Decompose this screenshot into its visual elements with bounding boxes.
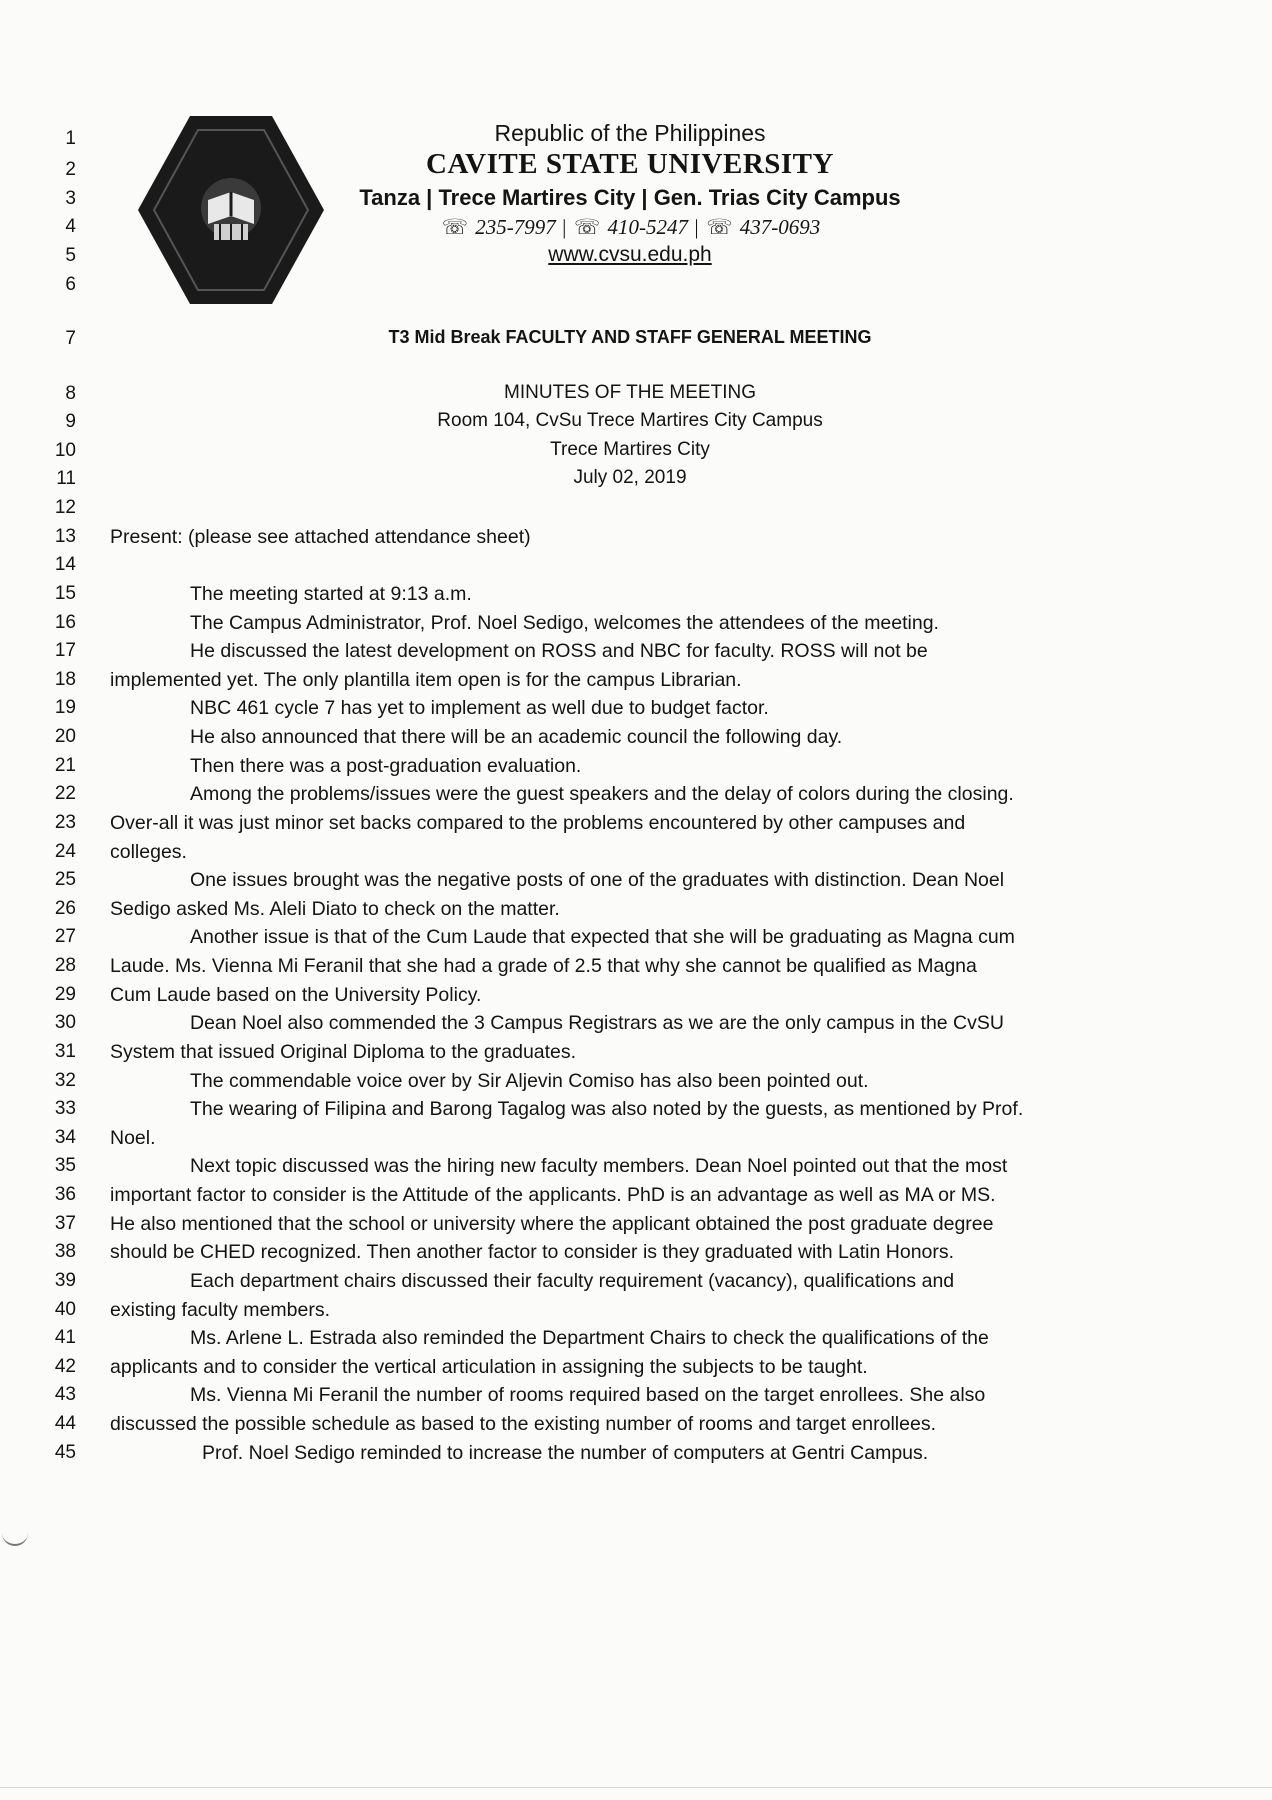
minutes-subtitle: MINUTES OF THE MEETING [504, 382, 756, 403]
line-number: 2 [65, 159, 76, 180]
body-line: implemented yet. The only plantilla item open is for the campus Librarian. [110, 669, 742, 691]
line-number: 45 [54, 1442, 76, 1463]
line-number: 36 [54, 1184, 76, 1205]
line-number: 12 [54, 497, 76, 518]
body-line: The meeting started at 9:13 a.m. [190, 583, 472, 605]
line-number: 42 [54, 1356, 76, 1377]
body-line: Dean Noel also commended the 3 Campus Registrars as we are the only campus in the CvSU [190, 1012, 1004, 1034]
phone-separator: | [560, 215, 567, 239]
line-number: 7 [65, 328, 76, 349]
body-line: Noel. [110, 1127, 156, 1149]
header-university: CAVITE STATE UNIVERSITY [426, 148, 834, 180]
line-number: 10 [54, 440, 76, 461]
line-number: 21 [54, 755, 76, 776]
line-number: 39 [54, 1270, 76, 1291]
body-line: colleges. [110, 841, 187, 863]
meeting-title: T3 Mid Break FACULTY AND STAFF GENERAL MEETING [388, 327, 872, 347]
body-line: The commendable voice over by Sir Aljevin Comiso has also been pointed out. [190, 1070, 869, 1092]
line-number: 18 [54, 669, 76, 690]
line-number: 41 [54, 1327, 76, 1348]
body-line: Sedigo asked Ms. Aleli Diato to check on the matter. [110, 898, 560, 920]
body-line: He discussed the latest development on ROSS and NBC for faculty. ROSS will not be [190, 640, 928, 662]
body-line: applicants and to consider the vertical articulation in assigning the subjects to be taught. [110, 1356, 868, 1378]
line-number: 5 [65, 245, 76, 266]
line-number: 27 [54, 926, 76, 947]
body-line: existing faculty members. [110, 1299, 330, 1321]
telephone-icon: ☏ [706, 215, 733, 239]
body-line: important factor to consider is the Attitude of the applicants. PhD is an advantage as well as MA or MS. [110, 1184, 996, 1206]
meeting-city: Trece Martires City [550, 439, 710, 460]
phone-separator: | [693, 215, 700, 239]
line-number: 14 [54, 554, 76, 575]
line-number: 29 [54, 984, 76, 1005]
body-line: discussed the possible schedule as based to the existing number of rooms and target enrollees. [110, 1413, 936, 1435]
line-number: 1 [65, 128, 76, 149]
line-number: 44 [54, 1413, 76, 1434]
line-number: 37 [54, 1213, 76, 1234]
line-number: 3 [65, 188, 76, 209]
body-line: Another issue is that of the Cum Laude that expected that she will be graduating as Magna cum [190, 926, 1015, 948]
meeting-venue: Room 104, CvSu Trece Martires City Campus [437, 410, 823, 431]
body-line: One issues brought was the negative posts of one of the graduates with distinction. Dean Noel [190, 869, 1005, 891]
cvsu-seal-icon [136, 112, 326, 308]
body-line: NBC 461 cycle 7 has yet to implement as well due to budget factor. [190, 697, 769, 719]
line-number: 23 [54, 812, 76, 833]
body-line: Cum Laude based on the University Policy. [110, 984, 482, 1006]
body-line: Over-all it was just minor set backs compared to the problems encountered by other campuses and [110, 812, 966, 834]
meeting-date: July 02, 2019 [573, 467, 687, 488]
body-line: Ms. Arlene L. Estrada also reminded the Department Chairs to check the qualifications of the [190, 1327, 989, 1349]
line-number: 25 [54, 869, 76, 890]
body-line: He also mentioned that the school or university where the applicant obtained the post graduate degree [110, 1213, 994, 1235]
body-line: should be CHED recognized. Then another factor to consider is they graduated with Latin Honors. [110, 1241, 955, 1263]
line-number: 13 [54, 526, 76, 547]
phone-number: 235-7997 [475, 215, 556, 239]
line-number: 28 [54, 955, 76, 976]
line-number: 8 [65, 383, 76, 404]
line-number: 32 [54, 1070, 76, 1091]
body-line: The Campus Administrator, Prof. Noel Sedigo, welcomes the attendees of the meeting. [190, 612, 939, 634]
line-number: 4 [65, 216, 76, 237]
scan-edge [0, 1787, 1272, 1788]
line-number: 19 [54, 697, 76, 718]
line-number: 15 [54, 583, 76, 604]
line-number: 40 [54, 1299, 76, 1320]
phone-number: 437-0693 [739, 215, 821, 239]
body-line: Next topic discussed was the hiring new faculty members. Dean Noel pointed out that the most [190, 1155, 1008, 1177]
body-line: Then there was a post-graduation evaluation. [190, 755, 582, 777]
header-country: Republic of the Philippines [494, 120, 766, 146]
phone-number: 410-5247 [607, 215, 688, 239]
line-number: 26 [54, 898, 76, 919]
line-number: 38 [54, 1241, 76, 1262]
line-number: 11 [56, 468, 76, 489]
line-number: 24 [54, 841, 76, 862]
telephone-icon: ☏ [573, 215, 601, 239]
body-line: Among the problems/issues were the guest speakers and the delay of colors during the closing. [190, 783, 1014, 805]
body-line: Each department chairs discussed their faculty requirement (vacancy), qualifications and [190, 1270, 955, 1292]
line-number: 17 [54, 640, 76, 661]
line-number: 20 [54, 726, 76, 747]
line-number: 9 [65, 411, 76, 432]
line-number: 35 [54, 1155, 76, 1176]
line-number: 31 [54, 1041, 76, 1062]
line-number: 22 [54, 783, 76, 804]
body-line: Prof. Noel Sedigo reminded to increase the number of computers at Gentri Campus. [202, 1442, 929, 1464]
line-number: 16 [54, 612, 76, 633]
body-line: Laude. Ms. Vienna Mi Feranil that she had a grade of 2.5 that why she cannot be qualified as Magna [110, 955, 977, 977]
body-line: He also announced that there will be an academic council the following day. [190, 726, 843, 748]
line-number: 34 [54, 1127, 76, 1148]
header-campus: Tanza | Trece Martires City | Gen. Trias City Campus [359, 185, 901, 210]
telephone-icon: ☏ [441, 215, 468, 239]
line-number: 6 [65, 274, 76, 295]
header-website-link[interactable]: www.cvsu.edu.ph [548, 243, 712, 266]
scan-mark [2, 1532, 28, 1546]
line-number: 30 [54, 1012, 76, 1033]
present-line: Present: (please see attached attendance sheet) [110, 526, 531, 548]
body-line: System that issued Original Diploma to the graduates. [110, 1041, 577, 1063]
line-number: 33 [54, 1098, 76, 1119]
line-number: 43 [54, 1384, 76, 1405]
body-line: The wearing of Filipina and Barong Tagalog was also noted by the guests, as mentioned by Prof. [190, 1098, 1024, 1120]
body-line: Ms. Vienna Mi Feranil the number of rooms required based on the target enrollees. She also [190, 1384, 986, 1406]
header-phones [330, 215, 930, 240]
